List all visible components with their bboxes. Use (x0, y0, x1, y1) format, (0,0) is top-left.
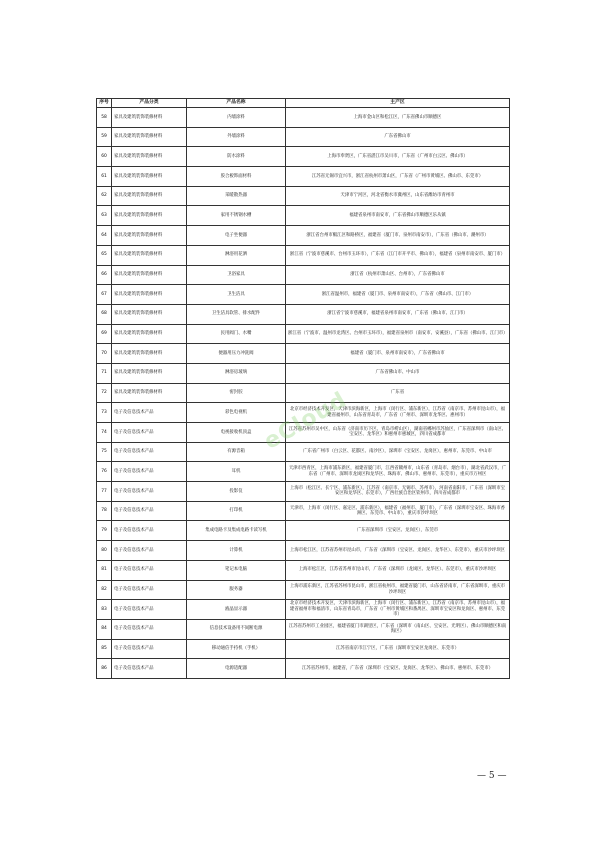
header-category: 产品分类 (112, 99, 187, 108)
table-row (97, 186, 510, 206)
row-index: 60 (97, 147, 112, 167)
row-category: 家具及建筑装饰装修材料 (112, 383, 187, 403)
table-row (97, 541, 510, 561)
row-area: 广东省深圳市（宝安区、龙岗区），东莞市 (286, 521, 510, 541)
row-area: 江苏省无锡市宜兴市，浙江省杭州市萧山区，广东省（广州市黄埔区、佛山市、东莞市） (286, 167, 510, 187)
row-index: 73 (97, 403, 112, 423)
row-index: 83 (97, 600, 112, 620)
row-area: 浙江省宁波市慈溪市，福建省泉州市南安市，广东省（佛山市、江门市） (286, 304, 510, 324)
watermark: eCloud (260, 387, 352, 455)
row-category: 电子及信息技术产品 (112, 580, 187, 600)
row-area: 上海市浦东新区，江苏省苏州市昆山市，浙江省杭州市，福建省厦门市，山东省济南市，广东省深圳市，重庆市沙坪坝区 (286, 580, 510, 600)
row-product: 集成电路卡及集成电路卡读写机 (187, 521, 286, 541)
table-row (97, 482, 510, 502)
row-product: 内墙涂料 (187, 108, 286, 128)
row-category: 家具及建筑装饰装修材料 (112, 127, 187, 147)
table-row (97, 501, 510, 521)
row-area: 福建省泉州市南安市，广东省佛山市顺德区乐从镇 (286, 206, 510, 226)
table-row (97, 580, 510, 600)
row-index: 81 (97, 560, 112, 580)
row-product: 投影仪 (187, 482, 286, 502)
row-index: 63 (97, 206, 112, 226)
table-row (97, 206, 510, 226)
table-row (97, 147, 510, 167)
row-index: 84 (97, 619, 112, 639)
row-index: 74 (97, 423, 112, 443)
row-area: 北京市经济技术开发区，天津市滨海新区，上海市（闵行区、浦东新区），江苏省（南京市、苏州市昆山市），福建省福州市和福清市，山东省青岛市，广东省（广州市黄埔区和番禺区、深圳市宝安区和龙岗区、惠州市、东莞市） (286, 600, 510, 620)
row-index: 68 (97, 304, 112, 324)
row-index: 76 (97, 462, 112, 482)
row-category: 家具及建筑装饰装修材料 (112, 206, 187, 226)
row-category: 家具及建筑装饰装修材料 (112, 226, 187, 246)
row-product: 液晶显示器 (187, 600, 286, 620)
row-product: 卫生洁具软管、排水配件 (187, 304, 286, 324)
row-area: 天津市西青区，上海市浦东新区，福建省厦门市，江西省赣州市，山东省（青岛市、烟台市），湖北省武汉市，广东省（广州市、深圳市龙岗区和龙华区、珠海市、佛山市、惠州市、东莞市），重庆市万州区 (286, 462, 510, 482)
row-product: 密封胶 (187, 383, 286, 403)
row-product: 有源音箱 (187, 442, 286, 462)
row-product: 卫浴家具 (187, 265, 286, 285)
row-product: 笔记本电脑 (187, 560, 286, 580)
row-category: 家具及建筑装饰装修材料 (112, 167, 187, 187)
row-index: 71 (97, 363, 112, 383)
row-index: 59 (97, 127, 112, 147)
row-category: 电子及信息技术产品 (112, 423, 187, 443)
row-product: 电视接收机顶盒 (187, 423, 286, 443)
row-category: 家具及建筑装饰装修材料 (112, 265, 187, 285)
row-product: 淋浴房玻璃 (187, 363, 286, 383)
row-index: 67 (97, 285, 112, 305)
table-row (97, 344, 510, 364)
table-row (97, 619, 510, 639)
header-area: 主产区 (286, 99, 510, 108)
row-category: 电子及信息技术产品 (112, 560, 187, 580)
row-category: 家具及建筑装饰装修材料 (112, 285, 187, 305)
row-category: 电子及信息技术产品 (112, 521, 187, 541)
row-category: 电子及信息技术产品 (112, 482, 187, 502)
table-row (97, 462, 510, 482)
table-row (97, 324, 510, 344)
row-area: 浙江省（宁波市、温州市龙湾区、台州市玉环市），福建省泉州市（南安市、安溪县），广东省（佛山市、江门市） (286, 324, 510, 344)
row-product: 淋浴用花洒 (187, 245, 286, 265)
row-index: 72 (97, 383, 112, 403)
row-category: 电子及信息技术产品 (112, 501, 187, 521)
row-product: 信息技术设备用不间断电源 (187, 619, 286, 639)
row-product: 服务器 (187, 580, 286, 600)
row-area: 浙江省台州市椒江区和路桥区，福建省（厦门市、泉州市南安市），广东省（佛山市、潮州市） (286, 226, 510, 246)
table-row (97, 226, 510, 246)
row-area: 天津市宁河区，河北省衡水市冀州区，山东省潍坊市青州市 (286, 186, 510, 206)
row-area: 广东省佛山市 (286, 127, 510, 147)
row-product: 卫生洁具 (187, 285, 286, 305)
products-table (96, 98, 510, 679)
row-area: 江苏省南京市江宁区，广东省（深圳市宝安区龙岗区、东莞市） (286, 639, 510, 659)
row-index: 85 (97, 639, 112, 659)
row-category: 家具及建筑装饰装修材料 (112, 344, 187, 364)
row-index: 64 (97, 226, 112, 246)
row-category: 家具及建筑装饰装修材料 (112, 363, 187, 383)
row-product: 电源适配器 (187, 659, 286, 679)
row-area: 广东省 (286, 383, 510, 403)
row-category: 电子及信息技术产品 (112, 462, 187, 482)
row-category: 家具及建筑装饰装修材料 (112, 304, 187, 324)
row-area: 天津市，上海市（闵行区、嘉定区、浦东新区），福建省（福州市、厦门市），广东省（深圳市宝安区、珠海市香洲区、东莞市、中山市），重庆市沙坪坝区 (286, 501, 510, 521)
row-category: 电子及信息技术产品 (112, 403, 187, 423)
table-row (97, 521, 510, 541)
row-index: 65 (97, 245, 112, 265)
row-product: 胶合板饰面材料 (187, 167, 286, 187)
header-product: 产品名称 (187, 99, 286, 108)
row-category: 家具及建筑装饰装修材料 (112, 245, 187, 265)
row-product: 家用不锈钢水槽 (187, 206, 286, 226)
table-row (97, 600, 510, 620)
row-area: 江苏省苏州市吴中区，山东省（济南市历下区、青岛市崂山区），湖南省郴州市苏仙区，广东省深圳市（南山区、宝安区、龙华区）和惠州市惠城区，四川省成都市 (286, 423, 510, 443)
table-row (97, 363, 510, 383)
row-product: 耳机 (187, 462, 286, 482)
row-area: 广东省广州市（白云区、花都区、南沙区），深圳市（宝安区、龙岗区），惠州市、东莞市、中山市 (286, 442, 510, 462)
row-product: 采暖散热器 (187, 186, 286, 206)
row-category: 电子及信息技术产品 (112, 541, 187, 561)
table-row (97, 245, 510, 265)
row-category: 家具及建筑装饰装修材料 (112, 324, 187, 344)
row-index: 58 (97, 108, 112, 128)
row-index: 75 (97, 442, 112, 462)
table-row (97, 304, 510, 324)
row-area: 江苏省苏州市工业园区，福建省厦门市湖里区，广东省（深圳市（南山区、宝安区、光明区）、佛山市顺德区和南海区） (286, 619, 510, 639)
row-product: 便器用压力冲洗阀 (187, 344, 286, 364)
row-area: 广东省佛山市、中山市 (286, 363, 510, 383)
table-row (97, 108, 510, 128)
row-index: 78 (97, 501, 112, 521)
row-index: 69 (97, 324, 112, 344)
row-area: 上海市松江区，江苏省苏州市昆山市，广东省（深圳市（龙岗区、龙华区）、东莞市），重庆市沙坪坝区 (286, 560, 510, 580)
row-area: 浙江省温州市，福建省（厦门市、泉州市南安市），广东省（佛山市、江门市） (286, 285, 510, 305)
row-category: 家具及建筑装饰装修材料 (112, 147, 187, 167)
row-index: 86 (97, 659, 112, 679)
row-category: 电子及信息技术产品 (112, 659, 187, 679)
row-product: 移动通信手持机（手机） (187, 639, 286, 659)
row-area: 浙江省（宁波市慈溪市、台州市玉环市），广东省（江门市开平市、佛山市），福建省（泉州市南安市、厦门市） (286, 245, 510, 265)
row-area: 上海市金山区和松江区，广东省佛山市顺德区 (286, 108, 510, 128)
table-row (97, 442, 510, 462)
row-area: 福建省（厦门市、泉州市南安市），广东省佛山市 (286, 344, 510, 364)
row-index: 77 (97, 482, 112, 502)
row-category: 电子及信息技术产品 (112, 639, 187, 659)
table-row (97, 265, 510, 285)
row-index: 61 (97, 167, 112, 187)
row-category: 家具及建筑装饰装修材料 (112, 108, 187, 128)
row-index: 82 (97, 580, 112, 600)
row-area: 上海市松江区，江苏省苏州市昆山市，广东省（深圳市（宝安区、龙岗区、龙华区）、东莞市），重庆市沙坪坝区 (286, 541, 510, 561)
row-category: 电子及信息技术产品 (112, 442, 187, 462)
row-area: 浙江省（杭州市萧山区、台州市），广东省佛山市 (286, 265, 510, 285)
row-product: 电子坐便器 (187, 226, 286, 246)
row-category: 家具及建筑装饰装修材料 (112, 186, 187, 206)
row-area: 江苏省苏州市，福建省，广东省（深圳市（宝安区、龙岗区、龙华区）、佛山市、惠州市、东莞市） (286, 659, 510, 679)
row-area: 北京市经济技术开发区，天津市滨海新区，上海市（闵行区、浦东新区），江苏省（南京市、苏州市昆山市），福建省福州市，山东省青岛市，广东省（广州市、深圳市龙华区、惠州市） (286, 403, 510, 423)
table-row (97, 285, 510, 305)
table-row (97, 167, 510, 187)
table-body (97, 108, 510, 679)
row-product: 打印机 (187, 501, 286, 521)
table-row (97, 383, 510, 403)
row-index: 80 (97, 541, 112, 561)
row-index: 62 (97, 186, 112, 206)
row-product: 计算机 (187, 541, 286, 561)
table-row (97, 659, 510, 679)
row-product: 防水涂料 (187, 147, 286, 167)
row-index: 79 (97, 521, 112, 541)
header-index: 序号 (97, 99, 112, 108)
row-index: 66 (97, 265, 112, 285)
table-row (97, 639, 510, 659)
page-number: — 5 — (477, 771, 507, 781)
table-row (97, 127, 510, 147)
row-product: 民用阀门、水嘴 (187, 324, 286, 344)
row-category: 电子及信息技术产品 (112, 619, 187, 639)
row-area: 上海市（松江区、长宁区、浦东新区），江苏省（南京市、无锡市、苏州市），河南省南阳市，广东省（深圳市宝安区和龙华区、东莞市），广西壮族自治区钦州市，四川省成都市 (286, 482, 510, 502)
row-product: 彩色电视机 (187, 403, 286, 423)
row-category: 电子及信息技术产品 (112, 600, 187, 620)
row-product: 外墙涂料 (187, 127, 286, 147)
row-index: 70 (97, 344, 112, 364)
table-header-row (97, 99, 510, 108)
table-row (97, 560, 510, 580)
row-area: 上海市奉贤区，广东省湛江市吴川市，广东省（广州市白云区、佛山市） (286, 147, 510, 167)
